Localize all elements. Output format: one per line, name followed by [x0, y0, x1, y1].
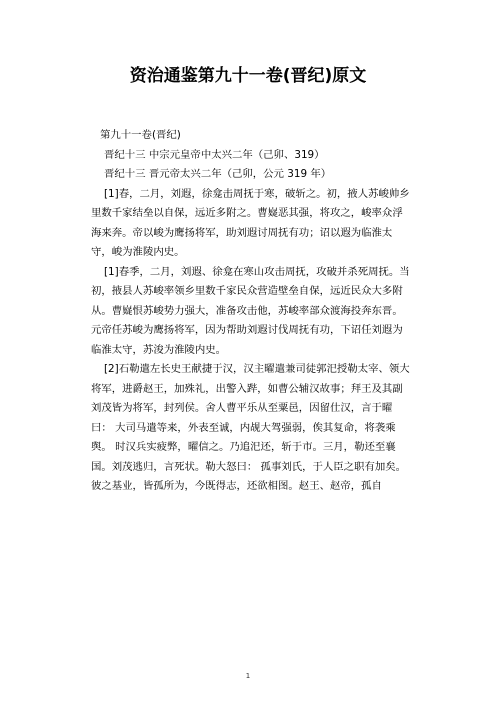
page-title: 资治通鉴第九十一卷(晋纪)原文: [129, 66, 367, 86]
section-heading-original: 晋纪十三 中宗元皇帝中太兴二年（己卯、319）: [104, 148, 325, 161]
paragraph-translation-1: [1]春季，二月，刘遐、徐龛在寒山攻击周抚，攻破并杀死周抚。当初，掖县人苏峻率领乡里数千家民众营造壁垒自保，远近民众大多附从。曹嶷恨苏峻势力强大，准备攻击他，苏峻率部众渡海投奔东晋。元帝任苏峻为鹰扬将军，因为帮助刘遐讨伐周抚有功，下诏任刘遐为临淮太守，苏浚为淮陵内史。: [91, 265, 410, 356]
paragraph-original-2: [2]石勒遣左长史王献捷于汉，汉主曜遣兼司徒郭汜授勒太宰、领大将军，进爵赵王，加殊礼，出警入跸，如曹公辅汉故事；拜王及其副刘茂皆为将军，封列侯。舍人曹平乐从至粟邑，因留仕汉，言于曜曰： 大司马遣等来，外表至诚，内觇大驾强弱，俟其复命，将袭乘舆。 时汉兵实疲弊，曜信之。乃追汜还，斩于市。三月，勒还至襄国。刘茂逃归，言死状。勒大怒曰： 孤事刘氏，于人臣之职有加矣。彼之基业，皆孤所为，今既得志，还欲相图。赵王、赵帝，孤自: [91, 363, 410, 492]
document-body: [91, 126, 413, 497]
paragraph-original-1: [1]春，二月，刘遐，徐龛击周抚于寒，破斩之。初，掖人苏峻帅乡里数千家结垒以自保，远近多附之。曹嶷恶其强，将攻之，峻率众浮海来奔。帝以峻为鹰扬将军，助刘遐讨周抚有功；诏以遐为临淮太守，峻为淮陵内史。: [91, 187, 410, 258]
section-heading-translation: 晋纪十三 晋元帝太兴二年（己卯，公元 319 年）: [104, 168, 332, 180]
page-number: 1: [245, 672, 251, 680]
volume-heading: 第九十一卷(晋纪): [100, 129, 181, 141]
